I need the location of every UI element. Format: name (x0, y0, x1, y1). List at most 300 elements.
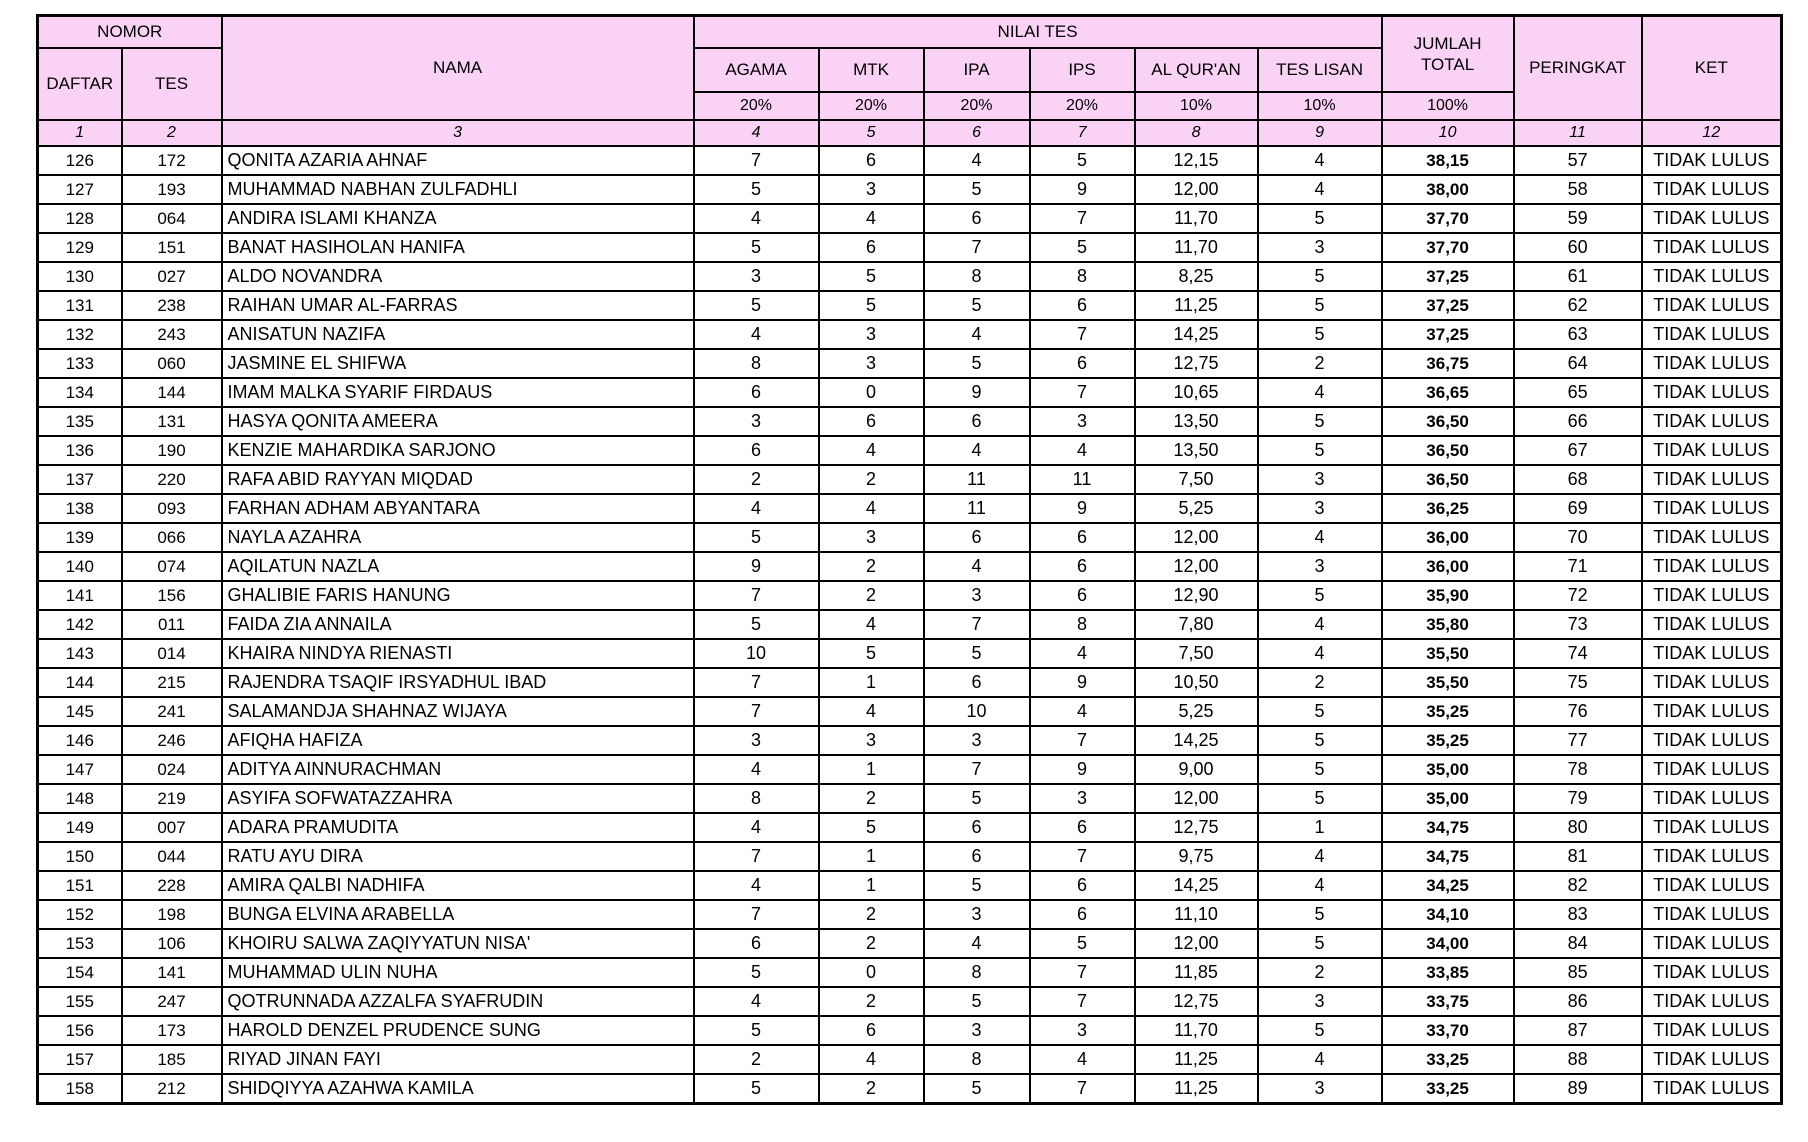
column-number-row (38, 120, 1782, 146)
table-row (38, 262, 1782, 291)
cell-ips: 6 (1030, 523, 1135, 552)
cell-jumlah-total: 35,25 (1382, 726, 1514, 755)
table-row (38, 552, 1782, 581)
cell-mtk: 5 (819, 639, 924, 668)
cell-ipa: 5 (924, 349, 1030, 378)
header-jumlah-total (1382, 16, 1514, 93)
cell-jumlah-total: 38,15 (1382, 146, 1514, 175)
cell-daftar: 150 (38, 842, 122, 871)
cell-agama: 4 (694, 871, 819, 900)
cell-ket: TIDAK LULUS (1642, 784, 1782, 813)
cell-daftar: 148 (38, 784, 122, 813)
cell-ips: 9 (1030, 175, 1135, 204)
cell-ipa: 6 (924, 668, 1030, 697)
cell-tes: 228 (122, 871, 222, 900)
cell-tes-lisan: 5 (1258, 929, 1382, 958)
header-subject-tes-lisan: TES LISAN (1258, 48, 1382, 92)
cell-ips: 7 (1030, 204, 1135, 233)
cell-jumlah-total: 36,25 (1382, 494, 1514, 523)
cell-al-quran: 9,00 (1135, 755, 1258, 784)
cell-tes: 220 (122, 465, 222, 494)
cell-ipa: 8 (924, 1045, 1030, 1074)
cell-jumlah-total: 34,00 (1382, 929, 1514, 958)
cell-nama: KENZIE MAHARDIKA SARJONO (222, 436, 694, 465)
cell-nama: AQILATUN NAZLA (222, 552, 694, 581)
table-row (38, 407, 1782, 436)
cell-ips: 11 (1030, 465, 1135, 494)
cell-peringkat: 57 (1514, 146, 1642, 175)
cell-ipa: 7 (924, 233, 1030, 262)
cell-peringkat: 59 (1514, 204, 1642, 233)
cell-mtk: 4 (819, 494, 924, 523)
cell-daftar: 137 (38, 465, 122, 494)
cell-ket: TIDAK LULUS (1642, 320, 1782, 349)
cell-nama: IMAM MALKA SYARIF FIRDAUS (222, 378, 694, 407)
cell-tes: 238 (122, 291, 222, 320)
cell-agama: 9 (694, 552, 819, 581)
cell-peringkat: 68 (1514, 465, 1642, 494)
cell-daftar: 143 (38, 639, 122, 668)
header-daftar: DAFTAR (38, 48, 122, 120)
cell-daftar: 139 (38, 523, 122, 552)
cell-agama: 5 (694, 523, 819, 552)
header-weight-tes-lisan: 10% (1258, 92, 1382, 120)
column-number: 1 (38, 120, 122, 146)
cell-daftar: 145 (38, 697, 122, 726)
cell-tes-lisan: 4 (1258, 146, 1382, 175)
table-row (38, 755, 1782, 784)
header-ket: KET (1642, 16, 1782, 121)
cell-peringkat: 88 (1514, 1045, 1642, 1074)
cell-jumlah-total: 33,70 (1382, 1016, 1514, 1045)
cell-mtk: 2 (819, 784, 924, 813)
cell-al-quran: 12,00 (1135, 552, 1258, 581)
cell-tes-lisan: 4 (1258, 523, 1382, 552)
cell-tes-lisan: 3 (1258, 233, 1382, 262)
cell-daftar: 129 (38, 233, 122, 262)
cell-jumlah-total: 37,25 (1382, 320, 1514, 349)
table-row (38, 813, 1782, 842)
cell-ips: 7 (1030, 1074, 1135, 1104)
header-nilai-tes: NILAI TES (694, 16, 1382, 49)
cell-ket: TIDAK LULUS (1642, 929, 1782, 958)
table-row (38, 639, 1782, 668)
cell-tes: 151 (122, 233, 222, 262)
cell-al-quran: 14,25 (1135, 871, 1258, 900)
cell-tes: 241 (122, 697, 222, 726)
cell-nama: RAJENDRA TSAQIF IRSYADHUL IBAD (222, 668, 694, 697)
cell-ips: 9 (1030, 668, 1135, 697)
cell-jumlah-total: 34,75 (1382, 842, 1514, 871)
cell-tes: 173 (122, 1016, 222, 1045)
cell-mtk: 2 (819, 581, 924, 610)
cell-agama: 4 (694, 320, 819, 349)
cell-mtk: 2 (819, 465, 924, 494)
cell-tes-lisan: 5 (1258, 581, 1382, 610)
cell-nama: ALDO NOVANDRA (222, 262, 694, 291)
table-row (38, 146, 1782, 175)
cell-mtk: 4 (819, 204, 924, 233)
cell-al-quran: 12,75 (1135, 349, 1258, 378)
table-row (38, 958, 1782, 987)
cell-ipa: 6 (924, 204, 1030, 233)
cell-tes: 141 (122, 958, 222, 987)
cell-agama: 8 (694, 784, 819, 813)
cell-nama: JASMINE EL SHIFWA (222, 349, 694, 378)
cell-tes-lisan: 3 (1258, 1074, 1382, 1104)
cell-agama: 5 (694, 610, 819, 639)
cell-nama: KHAIRA NINDYA RIENASTI (222, 639, 694, 668)
cell-nama: ADITYA AINNURACHMAN (222, 755, 694, 784)
cell-tes: 106 (122, 929, 222, 958)
header-tes: TES (122, 48, 222, 120)
cell-ipa: 7 (924, 755, 1030, 784)
table-row (38, 784, 1782, 813)
cell-mtk: 6 (819, 1016, 924, 1045)
cell-tes-lisan: 5 (1258, 407, 1382, 436)
cell-ipa: 5 (924, 784, 1030, 813)
cell-agama: 4 (694, 813, 819, 842)
table-row (38, 581, 1782, 610)
cell-tes: 014 (122, 639, 222, 668)
table-row (38, 320, 1782, 349)
cell-tes: 144 (122, 378, 222, 407)
cell-ips: 6 (1030, 291, 1135, 320)
cell-tes-lisan: 5 (1258, 436, 1382, 465)
cell-al-quran: 8,25 (1135, 262, 1258, 291)
cell-al-quran: 13,50 (1135, 407, 1258, 436)
table-row (38, 204, 1782, 233)
cell-agama: 4 (694, 987, 819, 1016)
cell-mtk: 2 (819, 552, 924, 581)
cell-ket: TIDAK LULUS (1642, 1016, 1782, 1045)
table-row (38, 929, 1782, 958)
cell-agama: 7 (694, 697, 819, 726)
table-body (38, 146, 1782, 1104)
cell-nama: RIYAD JINAN FAYI (222, 1045, 694, 1074)
cell-tes-lisan: 1 (1258, 813, 1382, 842)
cell-mtk: 6 (819, 146, 924, 175)
header-weight-total: 100% (1382, 92, 1514, 120)
cell-tes: 172 (122, 146, 222, 175)
cell-agama: 3 (694, 262, 819, 291)
cell-mtk: 1 (819, 755, 924, 784)
cell-jumlah-total: 36,50 (1382, 465, 1514, 494)
cell-nama: MUHAMMAD NABHAN ZULFADHLI (222, 175, 694, 204)
cell-al-quran: 11,85 (1135, 958, 1258, 987)
cell-tes: 011 (122, 610, 222, 639)
cell-mtk: 6 (819, 407, 924, 436)
cell-jumlah-total: 36,00 (1382, 523, 1514, 552)
cell-mtk: 3 (819, 523, 924, 552)
table-row (38, 465, 1782, 494)
table-row (38, 842, 1782, 871)
cell-al-quran: 7,50 (1135, 639, 1258, 668)
table-row (38, 175, 1782, 204)
cell-peringkat: 87 (1514, 1016, 1642, 1045)
column-number: 8 (1135, 120, 1258, 146)
cell-al-quran: 7,50 (1135, 465, 1258, 494)
cell-ipa: 10 (924, 697, 1030, 726)
cell-nama: AFIQHA HAFIZA (222, 726, 694, 755)
cell-ipa: 5 (924, 291, 1030, 320)
cell-agama: 7 (694, 900, 819, 929)
cell-tes: 027 (122, 262, 222, 291)
cell-ips: 9 (1030, 494, 1135, 523)
cell-peringkat: 85 (1514, 958, 1642, 987)
cell-ips: 7 (1030, 842, 1135, 871)
cell-ips: 8 (1030, 262, 1135, 291)
cell-daftar: 144 (38, 668, 122, 697)
cell-ket: TIDAK LULUS (1642, 378, 1782, 407)
cell-al-quran: 9,75 (1135, 842, 1258, 871)
cell-al-quran: 11,70 (1135, 233, 1258, 262)
cell-daftar: 126 (38, 146, 122, 175)
cell-nama: SHIDQIYYA AZAHWA KAMILA (222, 1074, 694, 1104)
cell-nama: RAIHAN UMAR AL-FARRAS (222, 291, 694, 320)
cell-ips: 6 (1030, 349, 1135, 378)
cell-nama: AMIRA QALBI NADHIFA (222, 871, 694, 900)
cell-daftar: 152 (38, 900, 122, 929)
cell-jumlah-total: 35,90 (1382, 581, 1514, 610)
cell-tes: 243 (122, 320, 222, 349)
cell-ket: TIDAK LULUS (1642, 1074, 1782, 1104)
cell-mtk: 6 (819, 233, 924, 262)
cell-mtk: 4 (819, 1045, 924, 1074)
cell-daftar: 138 (38, 494, 122, 523)
cell-ket: TIDAK LULUS (1642, 726, 1782, 755)
cell-ipa: 3 (924, 900, 1030, 929)
cell-jumlah-total: 35,80 (1382, 610, 1514, 639)
cell-jumlah-total: 34,25 (1382, 871, 1514, 900)
cell-tes-lisan: 4 (1258, 1045, 1382, 1074)
cell-daftar: 141 (38, 581, 122, 610)
cell-ket: TIDAK LULUS (1642, 494, 1782, 523)
cell-tes-lisan: 3 (1258, 494, 1382, 523)
cell-tes-lisan: 5 (1258, 697, 1382, 726)
cell-tes: 190 (122, 436, 222, 465)
cell-ipa: 7 (924, 610, 1030, 639)
cell-ket: TIDAK LULUS (1642, 204, 1782, 233)
cell-ipa: 4 (924, 436, 1030, 465)
table-row (38, 494, 1782, 523)
cell-mtk: 2 (819, 1074, 924, 1104)
cell-ipa: 11 (924, 494, 1030, 523)
table-row (38, 1074, 1782, 1104)
cell-jumlah-total: 35,50 (1382, 668, 1514, 697)
cell-al-quran: 10,50 (1135, 668, 1258, 697)
cell-mtk: 0 (819, 378, 924, 407)
header-subject-ips: IPS (1030, 48, 1135, 92)
cell-peringkat: 62 (1514, 291, 1642, 320)
cell-peringkat: 72 (1514, 581, 1642, 610)
cell-al-quran: 12,00 (1135, 523, 1258, 552)
cell-agama: 6 (694, 929, 819, 958)
cell-tes-lisan: 5 (1258, 262, 1382, 291)
cell-agama: 8 (694, 349, 819, 378)
cell-tes: 024 (122, 755, 222, 784)
table-row (38, 726, 1782, 755)
cell-ipa: 6 (924, 813, 1030, 842)
cell-ket: TIDAK LULUS (1642, 552, 1782, 581)
cell-daftar: 130 (38, 262, 122, 291)
cell-al-quran: 12,00 (1135, 929, 1258, 958)
cell-al-quran: 11,25 (1135, 291, 1258, 320)
cell-jumlah-total: 36,00 (1382, 552, 1514, 581)
cell-jumlah-total: 35,25 (1382, 697, 1514, 726)
cell-jumlah-total: 36,75 (1382, 349, 1514, 378)
cell-ipa: 3 (924, 1016, 1030, 1045)
cell-mtk: 4 (819, 610, 924, 639)
header-nomor: NOMOR (38, 16, 222, 49)
cell-ipa: 11 (924, 465, 1030, 494)
cell-peringkat: 86 (1514, 987, 1642, 1016)
cell-tes-lisan: 4 (1258, 842, 1382, 871)
cell-daftar: 157 (38, 1045, 122, 1074)
cell-ket: TIDAK LULUS (1642, 262, 1782, 291)
cell-ket: TIDAK LULUS (1642, 1045, 1782, 1074)
cell-nama: GHALIBIE FARIS HANUNG (222, 581, 694, 610)
cell-ket: TIDAK LULUS (1642, 610, 1782, 639)
table-row (38, 610, 1782, 639)
cell-peringkat: 60 (1514, 233, 1642, 262)
cell-tes: 219 (122, 784, 222, 813)
cell-ipa: 4 (924, 552, 1030, 581)
cell-peringkat: 64 (1514, 349, 1642, 378)
cell-agama: 5 (694, 175, 819, 204)
cell-agama: 10 (694, 639, 819, 668)
cell-tes-lisan: 4 (1258, 871, 1382, 900)
table-row (38, 233, 1782, 262)
header-weight-agama: 20% (694, 92, 819, 120)
cell-mtk: 5 (819, 291, 924, 320)
cell-daftar: 134 (38, 378, 122, 407)
cell-peringkat: 81 (1514, 842, 1642, 871)
table-row (38, 291, 1782, 320)
cell-ipa: 4 (924, 929, 1030, 958)
cell-nama: KHOIRU SALWA ZAQIYYATUN NISA' (222, 929, 694, 958)
cell-nama: FAIDA ZIA ANNAILA (222, 610, 694, 639)
cell-tes: 131 (122, 407, 222, 436)
cell-tes-lisan: 4 (1258, 639, 1382, 668)
cell-al-quran: 13,50 (1135, 436, 1258, 465)
table-header (38, 16, 1782, 147)
cell-tes-lisan: 2 (1258, 958, 1382, 987)
cell-ipa: 3 (924, 581, 1030, 610)
cell-ipa: 5 (924, 639, 1030, 668)
cell-jumlah-total: 33,25 (1382, 1074, 1514, 1104)
cell-nama: ANDIRA ISLAMI KHANZA (222, 204, 694, 233)
cell-al-quran: 12,00 (1135, 175, 1258, 204)
cell-ket: TIDAK LULUS (1642, 697, 1782, 726)
cell-mtk: 5 (819, 813, 924, 842)
header-subject-mtk: MTK (819, 48, 924, 92)
table-row (38, 697, 1782, 726)
cell-daftar: 142 (38, 610, 122, 639)
cell-tes: 060 (122, 349, 222, 378)
header-weight-alquran: 10% (1135, 92, 1258, 120)
cell-peringkat: 74 (1514, 639, 1642, 668)
cell-daftar: 146 (38, 726, 122, 755)
cell-tes-lisan: 2 (1258, 668, 1382, 697)
cell-peringkat: 58 (1514, 175, 1642, 204)
cell-al-quran: 14,25 (1135, 320, 1258, 349)
column-number: 9 (1258, 120, 1382, 146)
cell-peringkat: 67 (1514, 436, 1642, 465)
cell-ips: 4 (1030, 639, 1135, 668)
cell-ket: TIDAK LULUS (1642, 233, 1782, 262)
cell-nama: RATU AYU DIRA (222, 842, 694, 871)
cell-nama: RAFA ABID RAYYAN MIQDAD (222, 465, 694, 494)
table-row (38, 436, 1782, 465)
cell-mtk: 4 (819, 436, 924, 465)
cell-ket: TIDAK LULUS (1642, 465, 1782, 494)
cell-agama: 5 (694, 1016, 819, 1045)
cell-peringkat: 75 (1514, 668, 1642, 697)
cell-jumlah-total: 37,25 (1382, 291, 1514, 320)
cell-jumlah-total: 38,00 (1382, 175, 1514, 204)
cell-agama: 2 (694, 1045, 819, 1074)
header-weight-ips: 20% (1030, 92, 1135, 120)
cell-daftar: 135 (38, 407, 122, 436)
cell-al-quran: 12,90 (1135, 581, 1258, 610)
cell-tes: 074 (122, 552, 222, 581)
cell-peringkat: 70 (1514, 523, 1642, 552)
cell-peringkat: 83 (1514, 900, 1642, 929)
header-subject-ipa: IPA (924, 48, 1030, 92)
cell-jumlah-total: 36,50 (1382, 436, 1514, 465)
cell-peringkat: 78 (1514, 755, 1642, 784)
cell-ips: 4 (1030, 1045, 1135, 1074)
cell-daftar: 132 (38, 320, 122, 349)
cell-agama: 7 (694, 668, 819, 697)
cell-ket: TIDAK LULUS (1642, 349, 1782, 378)
cell-mtk: 3 (819, 175, 924, 204)
column-number: 12 (1642, 120, 1782, 146)
cell-ips: 8 (1030, 610, 1135, 639)
cell-tes: 156 (122, 581, 222, 610)
cell-agama: 7 (694, 146, 819, 175)
cell-agama: 5 (694, 233, 819, 262)
cell-al-quran: 10,65 (1135, 378, 1258, 407)
cell-ips: 6 (1030, 552, 1135, 581)
cell-ips: 4 (1030, 436, 1135, 465)
cell-al-quran: 11,70 (1135, 204, 1258, 233)
cell-tes: 247 (122, 987, 222, 1016)
cell-ket: TIDAK LULUS (1642, 581, 1782, 610)
cell-nama: ANISATUN NAZIFA (222, 320, 694, 349)
cell-ips: 7 (1030, 958, 1135, 987)
cell-tes-lisan: 4 (1258, 610, 1382, 639)
cell-ipa: 5 (924, 175, 1030, 204)
cell-al-quran: 5,25 (1135, 697, 1258, 726)
header-weight-ipa: 20% (924, 92, 1030, 120)
cell-al-quran: 14,25 (1135, 726, 1258, 755)
cell-agama: 4 (694, 204, 819, 233)
header-weight-mtk: 20% (819, 92, 924, 120)
cell-ips: 5 (1030, 929, 1135, 958)
cell-agama: 4 (694, 494, 819, 523)
cell-ket: TIDAK LULUS (1642, 436, 1782, 465)
cell-ips: 9 (1030, 755, 1135, 784)
cell-tes-lisan: 5 (1258, 726, 1382, 755)
header-jumlah-line1: JUMLAH (1413, 33, 1482, 53)
cell-nama: HASYA QONITA AMEERA (222, 407, 694, 436)
cell-tes-lisan: 5 (1258, 320, 1382, 349)
cell-jumlah-total: 33,75 (1382, 987, 1514, 1016)
cell-agama: 5 (694, 958, 819, 987)
cell-mtk: 2 (819, 929, 924, 958)
